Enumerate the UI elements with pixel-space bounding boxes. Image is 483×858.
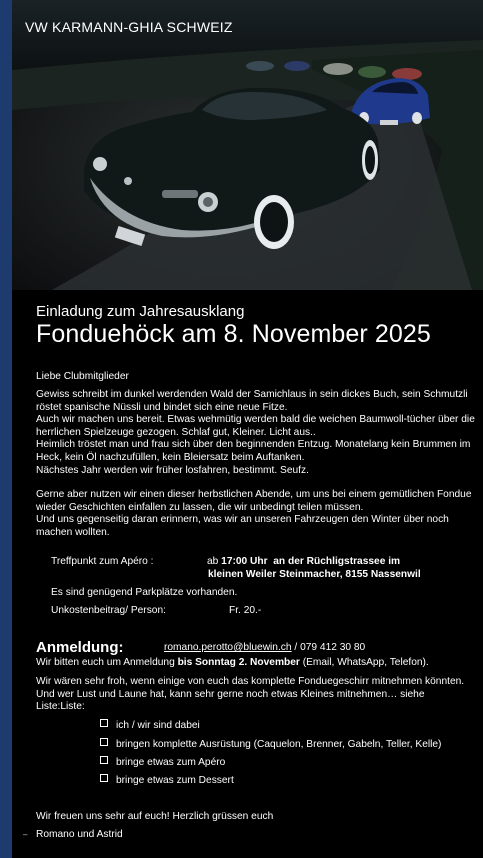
footer-mark: – (23, 830, 28, 839)
greeting: Liebe Clubmitglieder (36, 371, 129, 382)
meeting-place-2: kleinen Weiler Steinmacher, 8155 Nassenwil (208, 569, 421, 580)
checkbox-equipment[interactable]: bringen komplette Ausrüstung (Caquelon, Brenner, Gabeln, Teller, Kelle) (100, 738, 441, 750)
invitation-subtitle: Einladung zum Jahresausklang (36, 303, 245, 320)
registration-contact (164, 642, 365, 653)
paragraph-1: Gewiss schreibt im dunkel werdenden Wald der Samichlaus in sein dickes Buch, sein Schmutzli röstet spanische Nüssli und bindet sich eine neue Fitze. Auch wir machen uns bereit. Etwas wehmütig werden bald die weichen Baumwoll-tücher über die herrlichen Spielzeuge gezogen. Schlaf gut, Kleiner. Licht aus.. Heimlich tröstet man und frau sich über den beginnenden Entzug. Monatelang kein Brummen im Heck, kein Öl nachzufüllen, kein Bleiersatz beim Auftanken. Nächstes Jahr werden wir früher losfahren, bestimmt. Seufz. (36, 389, 475, 476)
registration-heading: Anmeldung: (36, 639, 124, 656)
signature: Romano und Astrid (36, 829, 123, 840)
cost-label: Unkostenbeitrag/ Person: (51, 605, 166, 616)
email-link[interactable]: romano.perotto@bluewin.ch (164, 642, 292, 653)
parking-note: Es sind genügend Parkplätze vorhanden. (51, 587, 238, 598)
meeting-time: 17:00 Uhr (221, 556, 268, 567)
checkbox-icon[interactable] (100, 774, 108, 782)
checkbox-apero[interactable]: bringe etwas zum Apéro (100, 756, 225, 768)
registration-text: Wir wären sehr froh, wenn einige von euch das komplette Fonduegeschirr mitnehmen könnten. Und wer Lust und Laune hat, kann sehr gerne noch etwas Kleines mitnehmen… siehe Liste:Liste: (36, 676, 465, 713)
cost-value: Fr. 20.- (229, 605, 262, 616)
paragraph-2: Gerne aber nutzen wir einen dieser herbstlichen Abende, um uns bei einem gemütlichen Fondue wieder Geschichten einfallen zu lassen, die wir unbedingt teilen müssen. Und uns gegenseitig daran erinnern, was wir an unseren Fahrzeugen den Winter über noch machen wollten. (36, 489, 472, 538)
registration-deadline: Wir bitten euch um Anmeldung bis Sonntag 2. November (Email, WhatsApp, Telefon). (36, 657, 429, 668)
meeting-label: Treffpunkt zum Apéro : (51, 556, 154, 567)
hero-photo (12, 0, 483, 290)
checkbox-icon[interactable] (100, 719, 108, 727)
closing-line: Wir freuen uns sehr auf euch! Herzlich grüssen euch (36, 811, 274, 822)
meeting-prefix: ab (207, 556, 222, 567)
invitation-page (12, 0, 483, 858)
meeting-details-line1 (207, 555, 400, 568)
deadline-date: bis Sonntag 2. November (177, 657, 300, 668)
car-photo-illustration (12, 0, 483, 290)
checkbox-icon[interactable] (100, 756, 108, 764)
meeting-place-1: an der Rüchligstrassee im (267, 556, 401, 567)
invitation-title: Fonduehöck am 8. November 2025 (36, 320, 431, 348)
checkbox-attend[interactable]: ich / wir sind dabei (100, 719, 200, 731)
checkbox-dessert[interactable]: bringe etwas zum Dessert (100, 774, 234, 786)
phone-number: / 079 412 30 80 (291, 642, 366, 653)
brand-title: VW KARMANN-GHIA SCHWEIZ (25, 19, 233, 35)
checkbox-icon[interactable] (100, 738, 108, 746)
